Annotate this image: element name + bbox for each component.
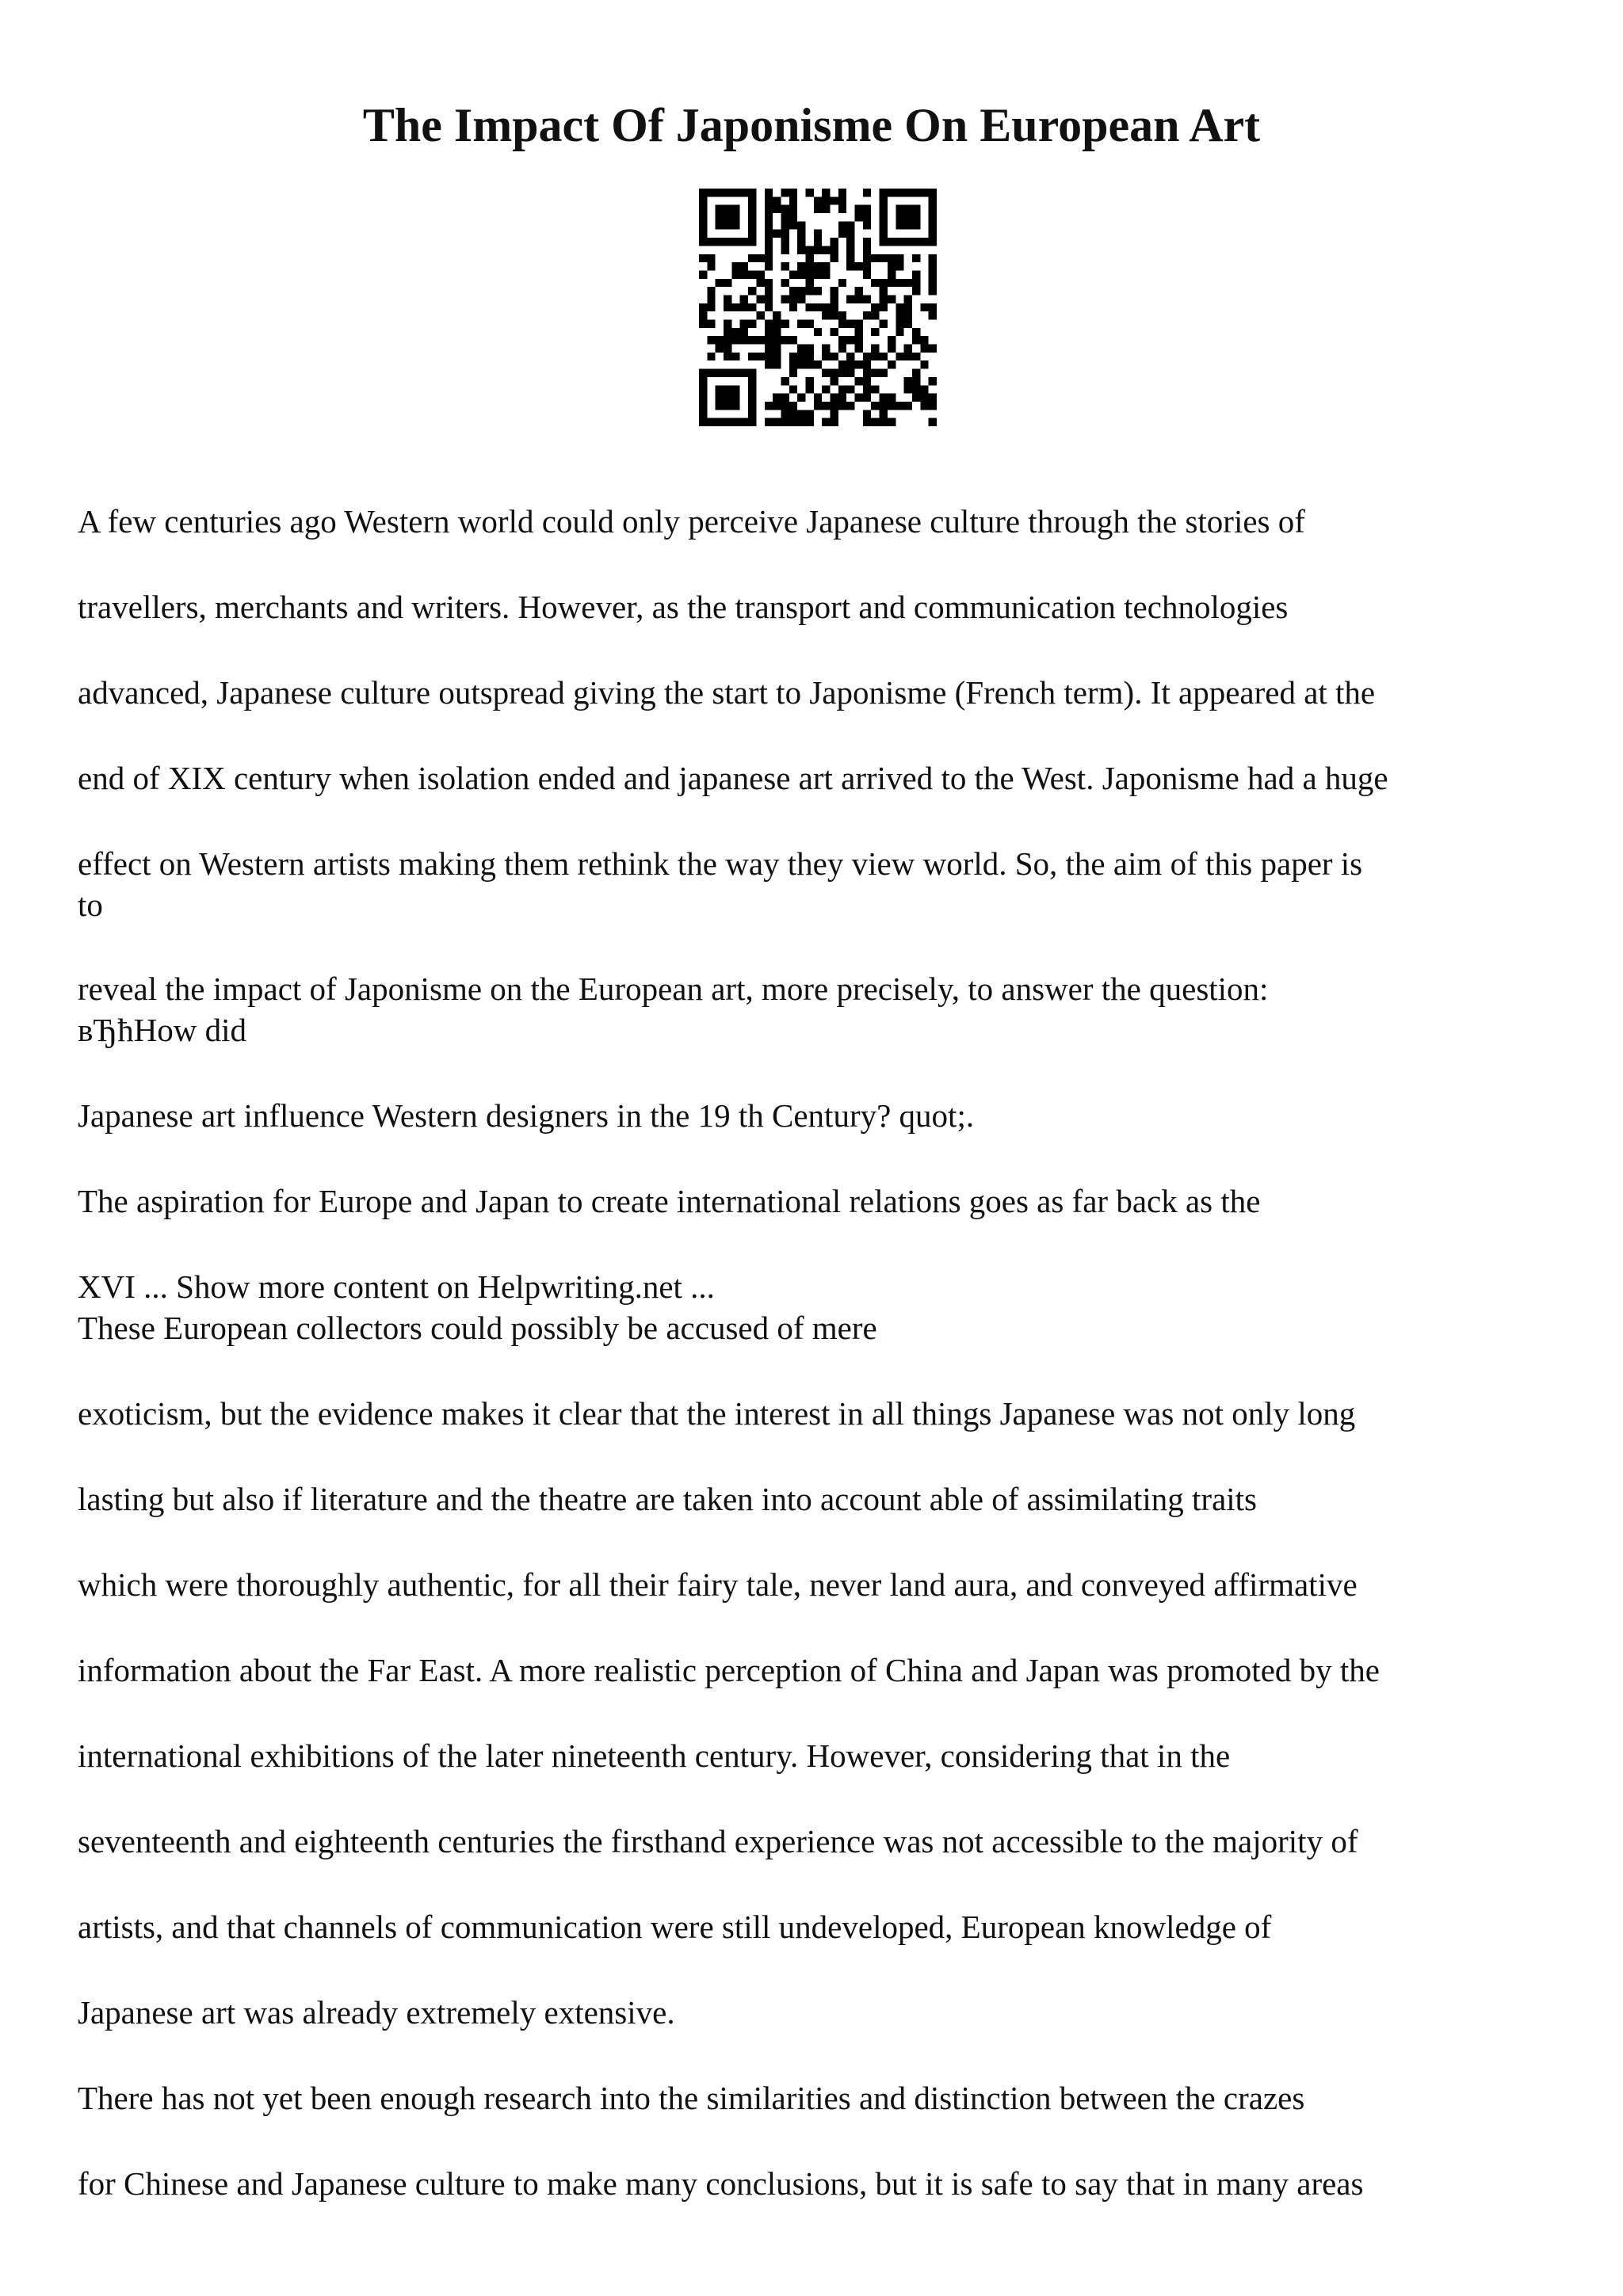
body-line: to — [78, 887, 103, 923]
body-line: There has not yet been enough research into the similarities and distinction between the crazes — [78, 2080, 1305, 2116]
body-line: for Chinese and Japanese culture to make many conclusions, but it is safe to say that in many areas — [78, 2165, 1364, 2202]
body-line: вЂћHow did — [78, 1012, 247, 1048]
document-title: The Impact Of Japonisme On European Art — [362, 99, 1261, 151]
body-line: advanced, Japanese culture outspread giving the start to Japonisme (French term). It appeared at the — [78, 674, 1376, 711]
body-line: effect on Western artists making them rethink the way they view world. So, the aim of this paper is — [78, 845, 1363, 882]
body-line: artists, and that channels of communication were still undeveloped, European knowledge of — [78, 1909, 1272, 1945]
body-line: information about the Far East. A more realistic perception of China and Japan was promoted by the — [78, 1652, 1380, 1688]
body-line: exoticism, but the evidence makes it clear that the interest in all things Japanese was not only long — [78, 1395, 1356, 1432]
body-line: reveal the impact of Japonisme on the European art, more precisely, to answer the question: — [78, 971, 1269, 1007]
body-line: The aspiration for Europe and Japan to create international relations goes as far back as the — [78, 1183, 1261, 1219]
qr-code-icon — [699, 189, 937, 426]
body-line: A few centuries ago Western world could only perceive Japanese culture through the stories of — [78, 503, 1305, 540]
body-line: end of XIX century when isolation ended and japanese art arrived to the West. Japonisme had a huge — [78, 760, 1388, 796]
body-line: which were thoroughly authentic, for all their fairy tale, never land aura, and conveyed affirmative — [78, 1566, 1358, 1603]
body-line: lasting but also if literature and the theatre are taken into account able of assimilating traits — [78, 1481, 1258, 1517]
body-line: XVI ... Show more content on Helpwriting.net ... — [78, 1268, 715, 1305]
body-line: travellers, merchants and writers. However, as the transport and communication technologies — [78, 589, 1289, 625]
body-line: international exhibitions of the later nineteenth century. However, considering that in the — [78, 1737, 1231, 1774]
body-line: These European collectors could possibly be accused of mere — [78, 1310, 877, 1346]
body-line: Japanese art was already extremely extensive. — [78, 1994, 675, 2031]
body-line: seventeenth and eighteenth centuries the firsthand experience was not accessible to the majority of — [78, 1823, 1358, 1859]
body-line: Japanese art influence Western designers in the 19 th Century? quot;. — [78, 1097, 975, 1134]
